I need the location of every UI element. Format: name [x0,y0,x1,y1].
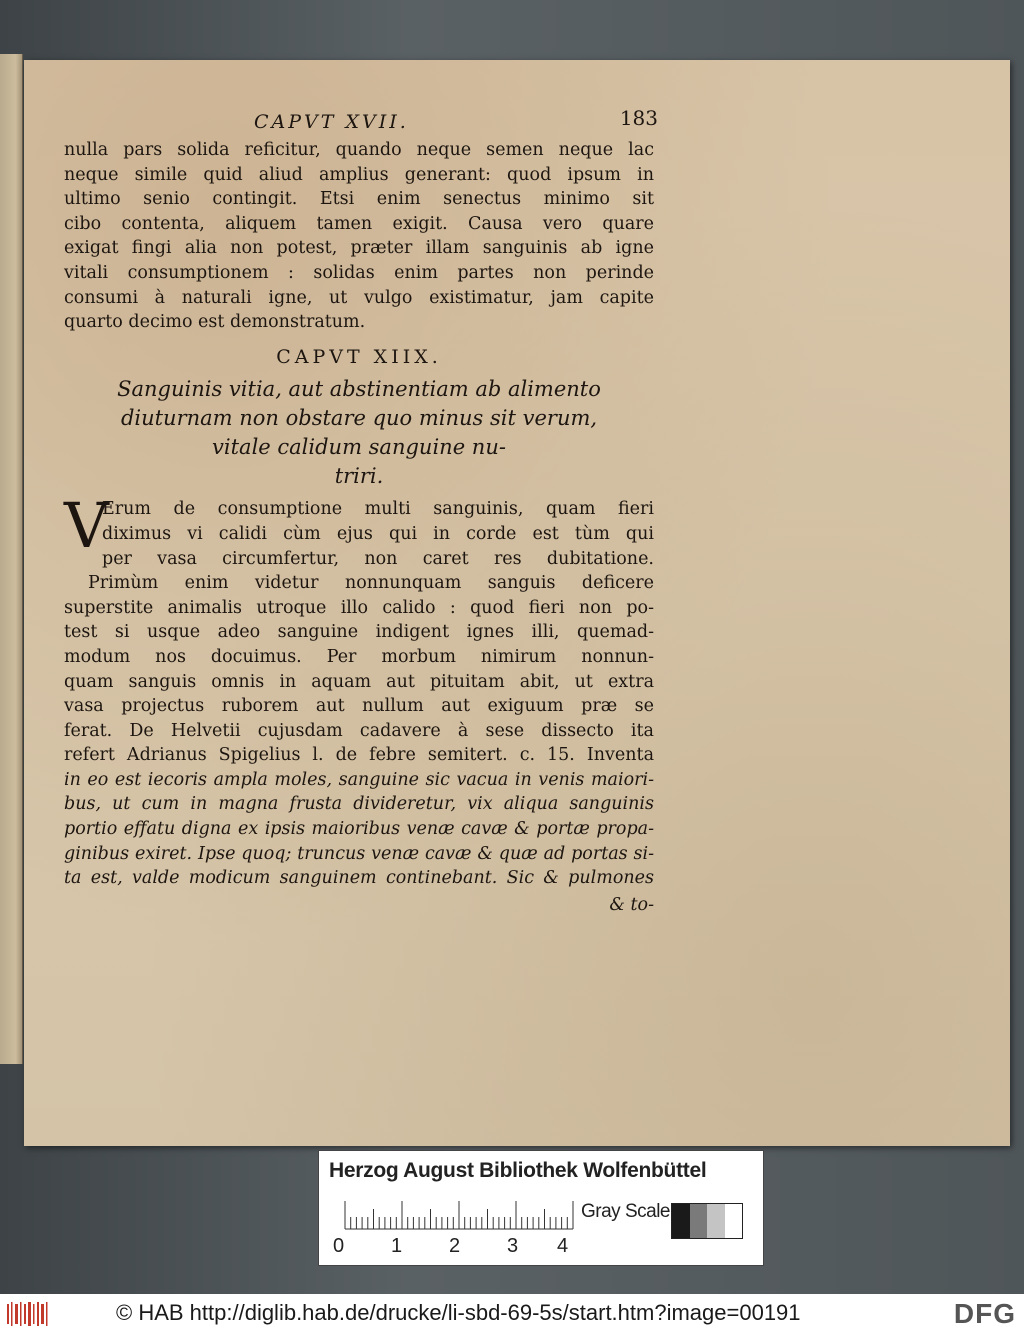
top-paragraph [64,138,654,335]
text-line: consumi à naturali igne, ut vulgo existimatur, jam capite [64,287,654,308]
text-line: per vasa circumfertur, non caret res dubitatione. [102,548,654,569]
library-name: Herzog August Bibliothek Wolfenbüttel [329,1159,707,1182]
scale-number: 4 [557,1235,569,1257]
ruler-ticks [343,1199,575,1231]
quote-line: in eo est iecoris ampla moles, sanguine sic vacua in venis maiori- [64,769,654,790]
chapter-heading: CAPVT XIIX. [276,345,442,368]
text-block [64,106,658,917]
text-line: vitali consumptionem : solidas enim partes non perinde [64,262,654,283]
gray-swatch [725,1204,743,1238]
copyright-link[interactable]: © HAB http://diglib.hab.de/drucke/li-sbd-69-5s/start.htm?image=00191 [116,1300,801,1325]
scale-number: 2 [449,1235,461,1257]
barcode-icon [6,1300,48,1328]
quote-line: portio effatu digna ex ipsis maioribus venæ cavæ & portæ propa- [64,819,654,840]
running-head [64,106,658,138]
text-line: Erum de consumptione multi sanguinis, quam fieri [102,499,654,520]
text-line: exigat fingi alia non potest, præter illam sanguinis ab igne [64,238,654,259]
gray-scale-label: Gray Scale [581,1201,670,1222]
text-line: ultimo senio contingit. Etsi enim senectus minimo sit [64,189,654,210]
dfg-logo: DFG [953,1298,1016,1329]
subtitle-line: triri. [334,464,384,489]
drop-cap: V [64,489,109,563]
subtitle-line: diuturnam non obstare quo minus sit verum, [120,406,598,431]
catchword: & to- [609,894,654,915]
gray-swatch [690,1204,708,1238]
book-page [24,60,1010,1146]
quote-line: bus, ut cum in magna frusta divideretur, vix aliqua sanguinis [64,794,654,815]
body-paragraph [64,571,654,891]
scale-number: 3 [507,1235,519,1257]
page-number: 183 [619,106,658,130]
scale-numbers [333,1235,593,1257]
text-line: nulla pars solida reficitur, quando neque semen neque lac [64,140,654,160]
text-line: test si usque adeo sanguine indigent ignes illi, quemad- [64,622,654,643]
scale-ruler [343,1199,575,1231]
text-line: vasa projectus ruborem aut nullum aut exiguum præ se [64,696,654,717]
running-head-title: CAPVT XVII. [254,111,409,133]
text-line: cibo contenta, aliquem tamen exigit. Causa vero quare [64,213,654,234]
subtitle-line: Sanguinis vitia, aut abstinentiam ab alimento [117,377,601,402]
chapter-subtitle [64,375,654,491]
first-paragraph [64,489,654,571]
text-line: modum nos docuimus. Per morbum nimirum nonnun- [64,646,654,667]
text-line: quarto decimo est demonstratum. [64,312,366,333]
text-line: refert Adrianus Spigelius l. de febre semitert. c. 15. Inventa [64,745,654,766]
text-line: quam sanguis omnis in aquam aut pituitam abit, ut extra [64,671,654,692]
text-line: neque simile quid aliud amplius generant: quod ipsum in [64,164,654,185]
text-line: diximus vi calidi cùm ejus qui in corde est tùm qui [102,523,654,544]
gray-scale-swatches [671,1203,743,1239]
quote-line: ta est, valde modicum sanguinem continebant. Sic & pulmones [64,868,654,889]
gray-swatch [707,1204,725,1238]
previous-page-edge [0,54,23,1064]
subtitle-line: vitale calidum sanguine nu- [212,435,506,460]
color-calibration-bar [318,1150,764,1266]
text-line: Primùm enim videtur nonnunquam sanguis deficere [88,573,654,594]
scale-number: 0 [333,1235,345,1257]
footer-bar [0,1294,1024,1334]
quote-line: ginibus exiret. Ipse quoq; truncus venæ cavæ & quæ ad portas si- [64,843,654,864]
gray-swatch [672,1204,690,1238]
scale-number: 1 [391,1235,403,1257]
text-line: superstite animalis utroque illo calido : quod fieri non po- [64,597,654,618]
text-line: ferat. De Helvetii cujusdam cadavere à sese dissecto ita [64,720,654,741]
